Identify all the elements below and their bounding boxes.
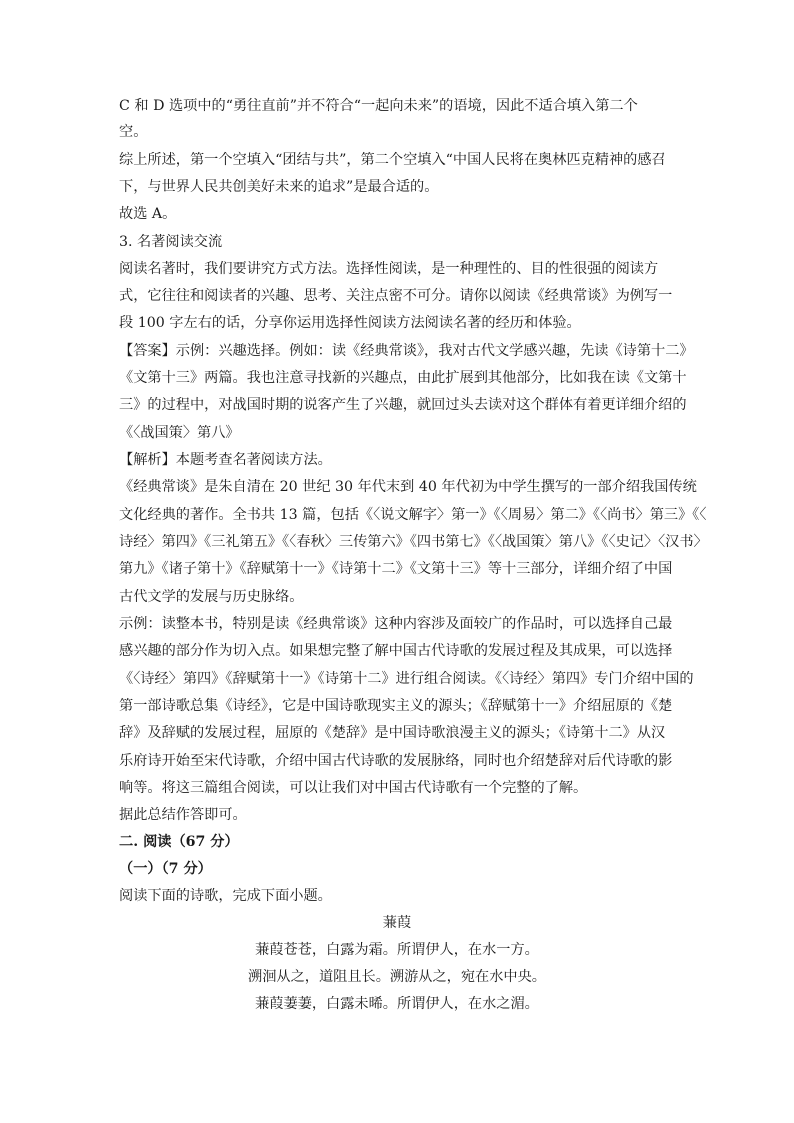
section-heading-3: 3. 名著阅读交流	[119, 234, 223, 250]
example-line-7: 响等。将这三篇组合阅读，可以让我们对中国古代诗歌有一个完整的了解。	[119, 780, 588, 796]
poem-line-1: 蒹葭苍苍，白露为霜。所谓伊人，在水一方。	[255, 942, 539, 958]
section-heading-reading: 二. 阅读（67 分）	[119, 834, 239, 850]
conclusion-line: 据此总结作答即可。	[119, 807, 247, 823]
subsection-heading-1: （一）（7 分）	[119, 861, 212, 877]
text-line-1: C 和 D 选项中的“勇往直前”并不符合“一起向未来”的语境，因此不适合填入第二个	[119, 98, 638, 114]
example-line-5: 辞》及辞赋的发展过程，屈原的《楚辞》是中国诗歌浪漫主义的源头；《诗第十二》从汉	[119, 725, 666, 741]
analysis-line-4: 第九》《诸子第十》《辞赋第十一》《诗第十二》《文第十三》等十三部分，详细介绍了中国	[119, 561, 673, 577]
analysis-line-2: 文化经典的著作。全书共 13 篇，包括《〈说文解字〉第一》《〈周易〉第二》《〈尚书〉第三》《〈	[119, 507, 707, 523]
answer-line-1: 【答案】示例：兴趣选择。例如：读《经典常谈》，我对古代文学感兴趣，先读《诗第十二》	[119, 343, 694, 359]
text-line-8: 式，它往往和阅读者的兴趣、思考、关注点密不可分。请你以阅读《经典常谈》为例写一	[119, 288, 673, 304]
poem-line-2: 溯洄从之，道阻且长。溯游从之，宛在水中央。	[248, 969, 546, 985]
text-line-5: 故选 A。	[119, 206, 177, 222]
example-line-4: 第一部诗歌总集《诗经》，它是中国诗歌现实主义的源头；《辞赋第十一》介绍屈原的《楚	[119, 698, 673, 714]
example-line-6: 乐府诗开始至宋代诗歌，介绍中国古代诗歌的发展脉络，同时也介绍楚辞对后代诗歌的影	[119, 753, 673, 769]
answer-line-4: 《〈战国策〉第八》	[119, 425, 240, 441]
instruction-line: 阅读下面的诗歌，完成下面小题。	[119, 888, 332, 904]
text-line-7: 阅读名著时，我们要讲究方式方法。选择性阅读，是一种理性的、目的性很强的阅读方	[119, 261, 659, 277]
text-line-3: 综上所述，第一个空填入“团结与共”，第二个空填入“中国人民将在奥林匹克精神的感召	[119, 152, 666, 168]
analysis-heading: 【解析】本题考查名著阅读方法。	[119, 452, 332, 468]
analysis-line-1: 《经典常谈》是朱自清在 20 世纪 30 年代末到 40 年代初为中学生撰写的一部介绍我国传统	[119, 479, 697, 495]
answer-line-3: 三》的过程中，对战国时期的说客产生了兴趣，就回过头去读对这个群体有着更详细介绍的	[119, 397, 687, 413]
text-line-4: 下，与世界人民共创美好未来的追求”是最合适的。	[119, 179, 439, 195]
text-line-2: 空。	[119, 124, 148, 140]
poem-title: 蒹葭	[382, 915, 412, 931]
text-line-9: 段 100 字左右的话，分享你运用选择性阅读方法阅读名著的经历和体验。	[119, 315, 581, 331]
analysis-line-5: 古代文学的发展与历史脉络。	[119, 589, 304, 605]
example-line-2: 感兴趣的部分作为切入点。如果想完整了解中国古代诗歌的发展过程及其成果，可以选择	[119, 643, 673, 659]
answer-line-2: 《文第十三》两篇。我也注意寻找新的兴趣点，由此扩展到其他部分，比如我在读《文第十	[119, 370, 687, 386]
example-line-3: 《〈诗经〉第四》《辞赋第十一》《诗第十二》进行组合阅读。《〈诗经〉第四》专门介绍中国的	[119, 671, 694, 687]
example-line-1: 示例：读整本书，特别是读《经典常谈》这种内容涉及面较广的作品时，可以选择自己最	[119, 616, 673, 632]
poem-line-3: 蒹葭萋萋，白露未晞。所谓伊人，在水之湄。	[255, 996, 539, 1012]
analysis-line-3: 诗经〉第四》《三礼第五》《〈春秋〉三传第六》《四书第七》《〈战国策〉第八》《〈史记〉〈汉书〉	[119, 534, 708, 550]
